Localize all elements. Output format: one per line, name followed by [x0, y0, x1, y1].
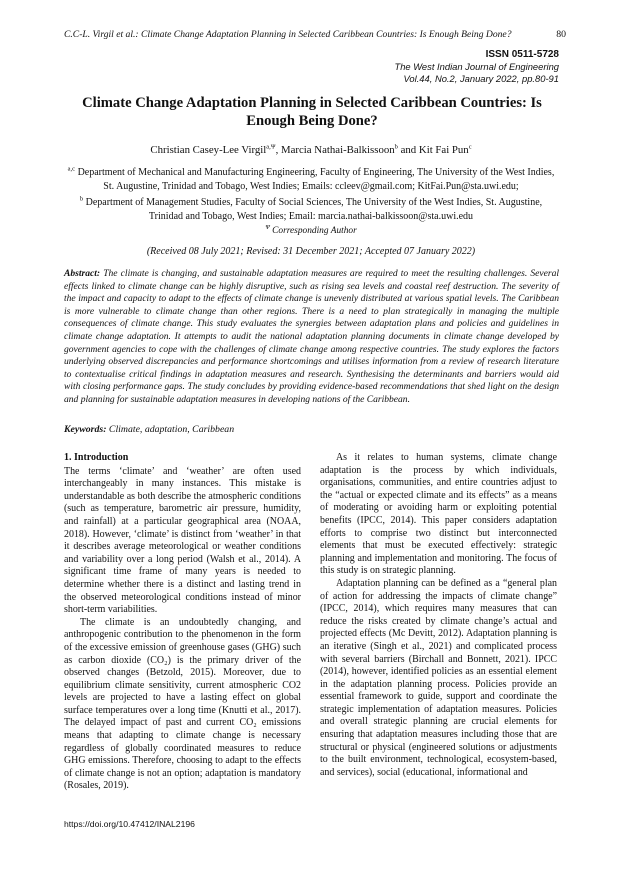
doi-link[interactable]: https://doi.org/10.47412/INAL2196	[64, 819, 195, 829]
author-list	[64, 144, 558, 156]
author-name: Marcia Nathai-Balkissoon	[281, 144, 395, 156]
author-affiliation-mark: c	[468, 143, 472, 151]
author-separator: and	[397, 144, 419, 156]
left-column	[64, 452, 301, 793]
journal-name: The West Indian Journal of Engineering	[394, 61, 559, 72]
volume-info: Vol.44, No.2, January 2022, pp.80-91	[403, 73, 559, 84]
corresponding-author-note	[64, 223, 558, 236]
journal-info	[394, 49, 559, 84]
received-dates: (Received 08 July 2021; Revised: 31 December 2021; Accepted 07 January 2022)	[146, 246, 476, 257]
abstract-label: Abstract:	[64, 268, 101, 279]
body-paragraph: Adaptation planning can be defined as a “general plan of action for addressing the impacts of climate change” (IPCC, 2014), which requires many measures that can reduce the risks created by climate change’s actual and projected effects (Mc Devitt, 2012). Adaptation planning is an iterative (Singh et al., 2021) and complicated process with several barriers (Birchall and Bonnett, 2021). IPCC (2014), however, identified policies as an essential element in the adaptation planning process. Policies provide an essential framework to guide, support and coordinate the strategic implementation of adaptation measures. Policies and overall strategic planning are crucial elements for ensuring that adaptation measures including those that are structural or physical (engineered solutions or adjustments to the built environment, technological, ecosystem-based, and services), social (educational, informational and	[320, 577, 557, 778]
body-paragraph: The terms ‘climate’ and ‘weather’ are often used interchangeably in many instances. This mistake is understandable as both describe the atmospheric conditions (such as temperature, barometric air pressure, humidity, and rainfall) at a particular geographical area (NOAA, 2018). However, ‘climate’ is distinct from ‘weather’ in that it describes average meteorological or weather conditions and variability over a long period (Walsh et al., 2014). A significant time frame of many years is needed to determine whether there is a distinct and lasting trend in the observed meteorological conditions instead of minor short-term variabilities.	[64, 465, 301, 616]
keywords	[64, 424, 559, 435]
abstract-text: The climate is changing, and sustainable adaptation measures are required to meet the resulting challenges. Several effects linked to climate change can be highly disruptive, such as rising sea levels and coastal reef destruction. The severity of the impact and capacity to adapt to the effects of climate change is unevenly distributed at various spatial levels. The Caribbean is more vulnerable to climate change than other regions. There is a need to plan strategically in managing the multiple consequences of climate change. This study evaluates the synergies between adaptation plans and policies and guidelines in climate change adaptation. It attempts to audit the national adaptation planning documents in climate change developed by government agencies to cope with the challenges of climate change among respective countries. The study explores the factors underlying observed discrepancies and performance shortcomings and utilises information from a review of research literature to contextualise critical findings in adaptation measures and research. Synthesising the determinants and barriers would aid with closing performance gaps. The study concludes by providing evidence-based recommendations that shed light on the design and planning for sustainable adaptation measures in developing nations of the Caribbean.	[64, 268, 559, 405]
page-number: 80	[556, 29, 566, 40]
right-column	[320, 452, 557, 779]
author-affiliation-mark: b	[394, 143, 398, 151]
body-paragraph: The climate is an undoubtedly changing, and anthropogenic contribution to the phenomenon in the form of the excessive emission of greenhouse gases (GHG) such as carbon dioxide (CO₂) is the primary driver of the observed changes (Betzold, 2015). Moreover, due to equilibrium climate sensitivity, current atmospheric CO2 levels are projected to have a lasting effect on global surface temperatures over a long time (Knutti et al., 2017). The delayed impact of past and current CO₂ emissions means that adapting to climate change is necessary regardless of globally coordinated measures to reduce GHG emissions. Therefore, choosing to adapt to the effects of climate change is not an option; adaptation is mandatory (Rosales, 2019).	[64, 616, 301, 792]
running-head: C.C-L. Virgil et al.: Climate Change Adaptation Planning in Selected Caribbean Countries: Is Enough Being Done?	[64, 29, 512, 40]
affiliation	[64, 196, 558, 223]
affiliation-text: Department of Management Studies, Faculty of Social Sciences, The University of the West Indies, St. Augustine, Trinidad and Tobago, West Indies; Email: marcia.nathai-balkissoon@sta.uwi.edu	[85, 197, 543, 222]
keywords-text: Climate, adaptation, Caribbean	[108, 424, 235, 435]
corresponding-mark: Ψ	[265, 223, 270, 231]
affiliation-mark: b	[79, 195, 84, 203]
author-affiliation-mark: a,Ψ	[266, 143, 276, 151]
author-separator: ,	[275, 144, 282, 156]
article-title: Climate Change Adaptation Planning in Selected Caribbean Countries: Is Enough Being Done?	[82, 95, 542, 129]
author-name: Christian Casey-Lee Virgil	[150, 144, 267, 156]
affiliation-mark: a,c	[67, 165, 76, 173]
keywords-label: Keywords:	[64, 424, 107, 435]
affiliation	[64, 166, 558, 193]
corresponding-text: Corresponding Author	[272, 226, 357, 236]
abstract	[64, 268, 559, 407]
body-paragraph: As it relates to human systems, climate change adaptation is the process by which individuals, organisations, communities, and entire countries adjust to the “actual or expected climate and its effects” as a means of moderating or avoiding harm or exploiting potential benefits (IPCC, 2014). This paper considers adaptation efforts to comprise two distinct but interconnected elements that must be executed effectively: strategic planning and implementation and monitoring. The focus of this study is on strategic planning.	[320, 452, 557, 577]
issn: ISSN 0511-5728	[485, 49, 559, 60]
section-heading: 1. Introduction	[64, 452, 129, 463]
author-name: Kit Fai Pun	[418, 144, 469, 156]
affiliation-text: Department of Mechanical and Manufacturing Engineering, Faculty of Engineering, The University of the West Indies, St. Augustine, Trinidad and Tobago, West Indies; Emails: ccleev@gmail.com; KitFai.Pun@sta.uwi.edu;	[77, 167, 555, 192]
